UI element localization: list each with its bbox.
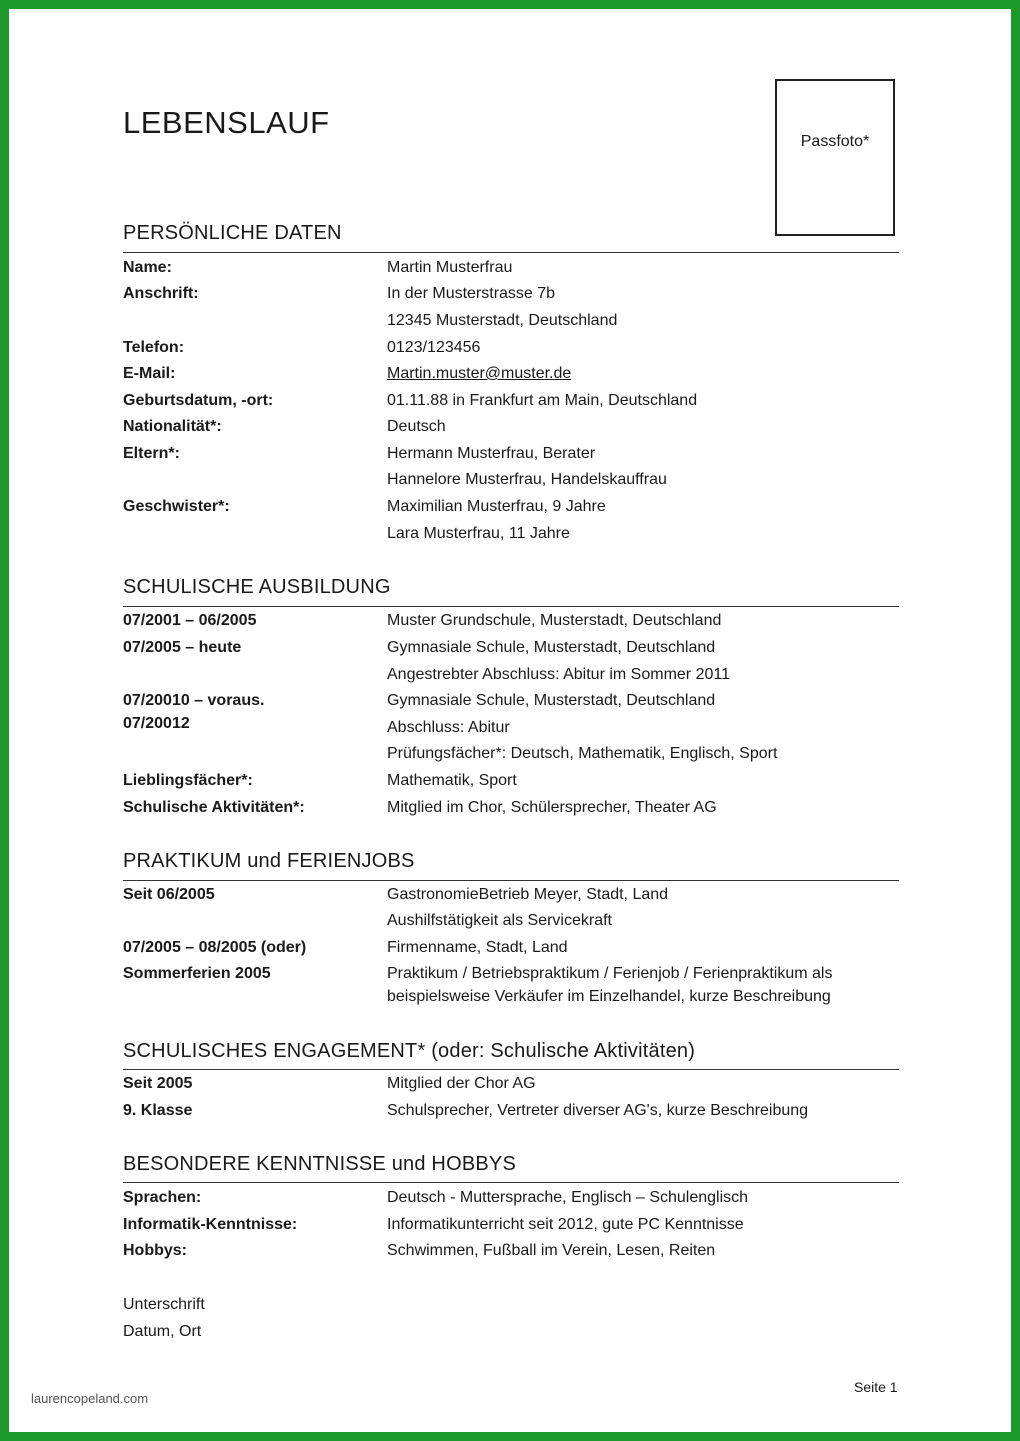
row-value: Firmenname, Stadt, Land: [387, 939, 568, 956]
page-number: Seite 1: [854, 1379, 898, 1395]
row-label: Name:: [123, 259, 172, 276]
row-value: Informatikunterricht seit 2012, gute PC Kenntnisse: [387, 1216, 744, 1233]
row-label: Schulische Aktivitäten*:: [123, 799, 305, 816]
row-value: Prüfungsfächer*: Deutsch, Mathematik, Englisch, Sport: [387, 745, 778, 762]
row-label: Lieblingsfächer*:: [123, 772, 253, 789]
row-value: In der Musterstrasse 7b: [387, 285, 556, 302]
section-title-engagement: SCHULISCHES ENGAGEMENT* (oder: Schulische Aktivitäten): [123, 1040, 696, 1062]
section-title-personal: PERSÖNLICHE DATEN: [123, 222, 342, 244]
row-label: Seit 2005: [123, 1075, 193, 1092]
section-divider: [123, 252, 899, 253]
row-label: 07/2001 – 06/2005: [123, 612, 257, 629]
row-value: Gymnasiale Schule, Musterstadt, Deutschland: [387, 692, 716, 709]
row-value: Schwimmen, Fußball im Verein, Lesen, Reiten: [387, 1242, 716, 1259]
section-title-skills: BESONDERE KENNTNISSE und HOBBYS: [123, 1153, 516, 1175]
watermark-text: laurencopeland.com: [31, 1391, 149, 1406]
row-label: 07/2005 – heute: [123, 639, 242, 656]
row-value: Praktikum / Betriebspraktikum / Ferienjob / Ferienpraktikum als: [387, 965, 833, 982]
row-value: Hannelore Musterfrau, Handelskauffrau: [387, 471, 667, 488]
row-value: Martin Musterfrau: [387, 259, 513, 276]
document-title: LEBENSLAUF: [123, 105, 330, 140]
row-label: Sprachen:: [123, 1189, 202, 1206]
row-value: 0123/123456: [387, 339, 481, 356]
row-value: Deutsch - Muttersprache, Englisch – Schulenglisch: [387, 1189, 749, 1206]
row-label: Geburtsdatum, -ort:: [123, 392, 274, 409]
section-title-internships: PRAKTIKUM und FERIENJOBS: [123, 850, 415, 872]
row-value: 01.11.88 in Frankfurt am Main, Deutschland: [387, 392, 698, 409]
row-label: 07/20010 – voraus.: [123, 692, 265, 709]
row-value: Mitglied der Chor AG: [387, 1075, 536, 1092]
row-label: 07/2005 – 08/2005 (oder): [123, 939, 307, 956]
section-title-education: SCHULISCHE AUSBILDUNG: [123, 576, 391, 598]
row-label: Seit 06/2005: [123, 886, 215, 903]
row-value: Mitglied im Chor, Schülersprecher, Theater AG: [387, 799, 717, 816]
row-label: 9. Klasse: [123, 1102, 193, 1119]
row-value: Aushilfstätigkeit als Servicekraft: [387, 912, 612, 929]
row-value: Angestrebter Abschluss: Abitur im Sommer 2011: [387, 666, 730, 683]
row-value: GastronomieBetrieb Meyer, Stadt, Land: [387, 886, 669, 903]
row-label: Sommerferien 2005: [123, 965, 271, 982]
row-value: Hermann Musterfrau, Berater: [387, 445, 596, 462]
row-value: Muster Grundschule, Musterstadt, Deutschland: [387, 612, 722, 629]
section-divider: [123, 1069, 899, 1070]
row-label: Informatik-Kenntnisse:: [123, 1216, 298, 1233]
row-label: Geschwister*:: [123, 498, 230, 515]
row-value: Mathematik, Sport: [387, 772, 517, 789]
row-value: 12345 Musterstadt, Deutschland: [387, 312, 618, 329]
section-divider: [123, 880, 899, 881]
row-label: 07/20012: [123, 715, 190, 732]
email-link[interactable]: Martin.muster@muster.de: [387, 365, 572, 382]
section-divider: [123, 606, 899, 607]
photo-label: Passfoto*: [800, 133, 870, 150]
document-page: [9, 9, 1011, 1432]
row-value: beispielsweise Verkäufer im Einzelhandel, kurze Beschreibung: [387, 988, 831, 1005]
row-value: Abschluss: Abitur: [387, 719, 510, 736]
row-label: Eltern*:: [123, 445, 180, 462]
row-label: E-Mail:: [123, 365, 176, 382]
date-place-label: Datum, Ort: [123, 1323, 202, 1340]
signature-label: Unterschrift: [123, 1296, 205, 1313]
passport-photo-placeholder: [775, 79, 895, 236]
row-label: Telefon:: [123, 339, 185, 356]
row-value: Gymnasiale Schule, Musterstadt, Deutschland: [387, 639, 716, 656]
section-divider: [123, 1182, 899, 1183]
row-value: Deutsch: [387, 418, 446, 435]
row-label: Anschrift:: [123, 285, 199, 302]
row-label: Hobbys:: [123, 1242, 187, 1259]
row-value: Maximilian Musterfrau, 9 Jahre: [387, 498, 606, 515]
row-value: Lara Musterfrau, 11 Jahre: [387, 525, 570, 542]
row-label: Nationalität*:: [123, 418, 222, 435]
row-value: Schulsprecher, Vertreter diverser AG's, kurze Beschreibung: [387, 1102, 809, 1119]
